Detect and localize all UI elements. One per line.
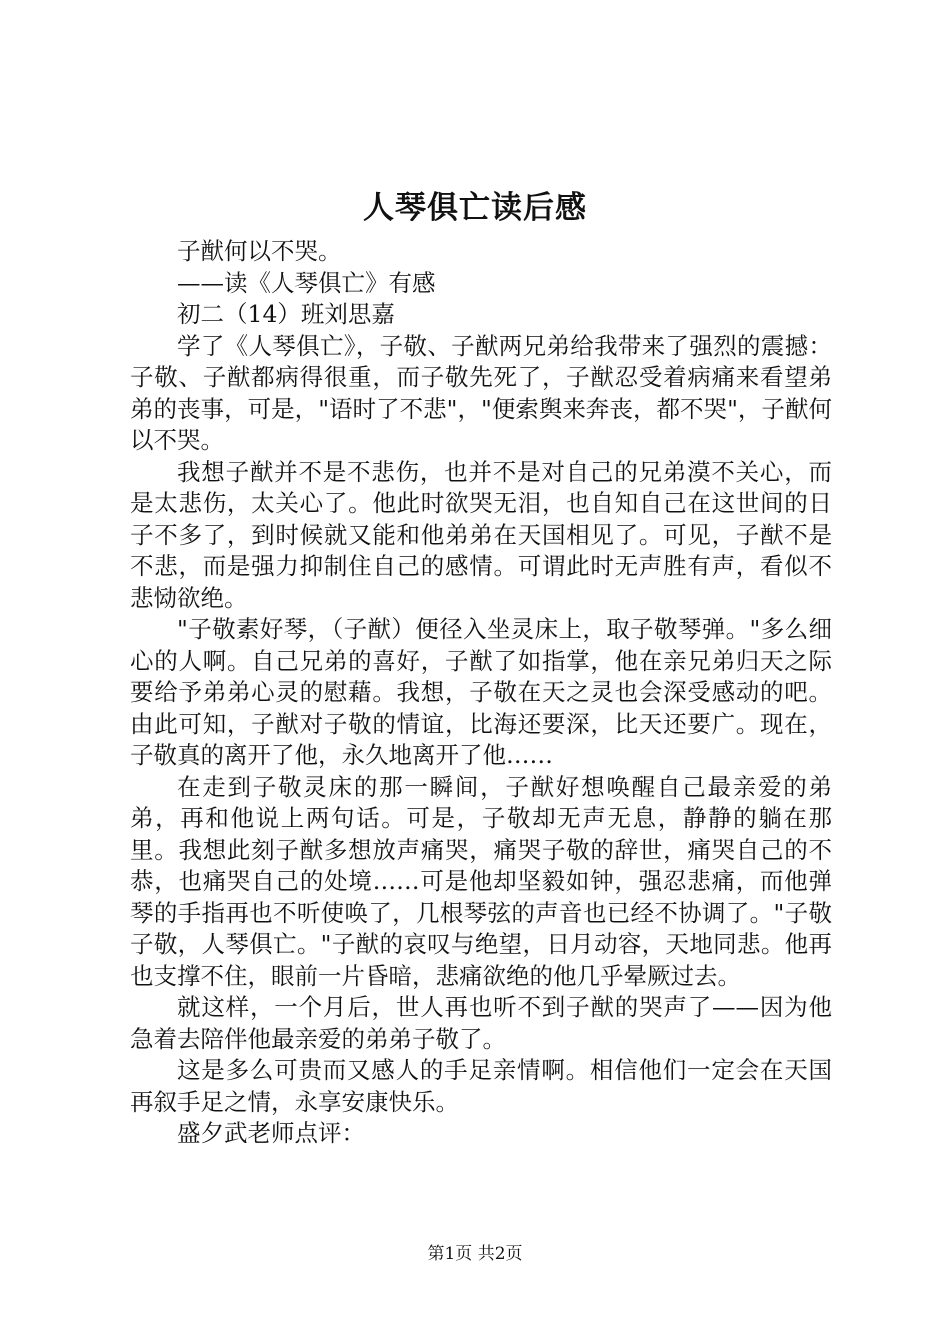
paragraph: 我想子猷并不是不悲伤，也并不是对自己的兄弟漠不关心，而是太悲伤，太关心了。他此时欲哭无泪，也自知自己在这世间的日子不多了，到时候就又能和他弟弟在天国相见了。可见，子猷不是不悲，而是强力抑制住自己的感情。可谓此时无声胜有声，看似不悲恸欲绝。 — [130, 457, 832, 612]
paragraph: 在走到子敬灵床的那一瞬间，子猷好想唤醒自己最亲爱的弟弟，再和他说上两句话。可是，子敬却无声无息，静静的躺在那里。我想此刻子猷多想放声痛哭，痛哭子敬的辞世，痛哭自己的不恭，也痛哭自己的处境……可是他却坚毅如钟，强忍悲痛，而他弹琴的手指再也不听使唤了，几根琴弦的声音也已经不协调了。"子敬子敬，人琴俱亡。"子猷的哀叹与绝望，日月动容，天地同悲。他再也支撑不住，眼前一片昏暗，悲痛欲绝的他几乎晕厥过去。 — [130, 772, 832, 990]
teacher-comment-label: 盛夕武老师点评： — [177, 1119, 365, 1147]
page-footer: 第1页 共2页 — [427, 1244, 523, 1264]
document-body — [130, 236, 832, 1150]
essay-subtitle-source: ——读《人琴俱亡》有感 — [177, 268, 436, 297]
essay-subtitle-question: 子猷何以不哭。 — [177, 237, 342, 265]
document-title: 人琴俱亡读后感 — [363, 190, 587, 226]
paragraph: 这是多么可贵而又感人的手足亲情啊。相信他们一定会在天国再叙手足之情，永享安康快乐。 — [130, 1056, 832, 1116]
paragraph: 学了《人琴俱亡》，子敬、子猷两兄弟给我带来了强烈的震撼：子敬、子猷都病得很重，而子敬先死了，子猷忍受着病痛来看望弟弟的丧事，可是，"语时了不悲"，"便索舆来奔丧，都不哭"，子猷何以不哭。 — [130, 331, 832, 454]
paragraph: 就这样，一个月后，世人再也听不到子猷的哭声了——因为他急着去陪伴他最亲爱的弟弟子敬了。 — [130, 993, 832, 1053]
essay-author: 初二（14）班刘思嘉 — [177, 300, 395, 328]
paragraph: "子敬素好琴，（子猷）便径入坐灵床上，取子敬琴弹。"多么细心的人啊。自己兄弟的喜好，子猷了如指掌，他在亲兄弟归天之际要给予弟弟心灵的慰藉。我想，子敬在天之灵也会深受感动的吧。由此可知，子猷对子敬的情谊，比海还要深，比天还要广。现在，子敬真的离开了他，永久地离开了他…… — [130, 615, 832, 769]
